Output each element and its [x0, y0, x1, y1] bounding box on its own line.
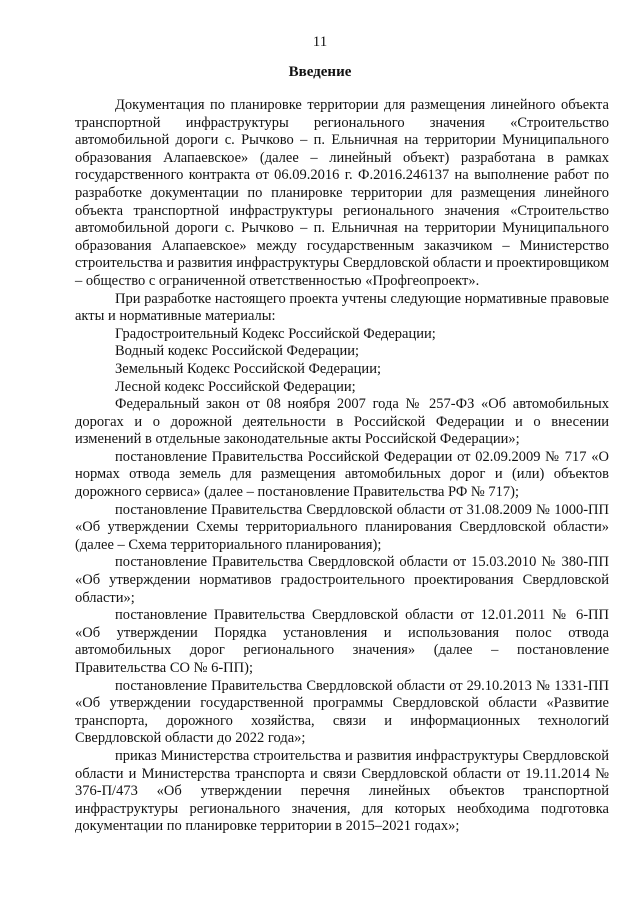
list-item: постановление Правительства Российской Федерации от 02.09.2009 № 717 «О нормах отвода земель для размещения автомобильных дорог и (или) объектов дорожного сервиса» (далее – постановление Правительства РФ № 717);	[75, 448, 609, 501]
list-item: постановление Правительства Свердловской области от 31.08.2009 № 1000-ПП «Об утверждении Схемы территориального планирования Свердловской области» (далее – Схема территориального планирования);	[75, 501, 609, 553]
list-item: постановление Правительства Свердловской области от 15.03.2010 № 380-ПП «Об утверждении нормативов градостроительного проектирования Свердловской области»;	[75, 554, 609, 606]
list-item: Градостроительный Кодекс Российской Федерации;	[115, 325, 436, 342]
section-title: Введение	[288, 64, 352, 80]
list-item: Земельный Кодекс Российской Федерации;	[115, 360, 381, 377]
paragraph: Документация по планировке территории для размещения линейного объекта транспортной инфраструктуры регионального значения «Строительство автомобильной дороги с. Рычково – п. Ельничная на территории Муниципального образования Алапаевское» (далее – линейный объект) разработана в рамках государственного контракта от 06.09.2016 г. Ф.2016.246137 на выполнение работ по разработке документации по планировке территории для размещения линейного объекта транспортной инфраструктуры регионального значения «Строительство автомобильной дороги с. Рычково – п. Ельничная на территории Муниципального образования Алапаевское» между государственным заказчиком – Министерство строительства и развития инфраструктуры Свердловской области и проектировщиком – общество с ограниченной ответственностью «Профгеопроект».	[75, 97, 609, 289]
page-number: 11	[312, 34, 328, 50]
paragraph: При разработке настоящего проекта учтены следующие нормативные правовые акты и нормативные материалы:	[75, 290, 609, 325]
list-item: приказ Министерства строительства и развития инфраструктуры Свердловской области и Министерства транспорта и связи Свердловской области от 19.11.2014 № 376-П/473 «Об утверждении перечня линейных объектов транспортной инфраструктуры регионального значения, для которых необходима подготовка документации по планировке территории в 2015–2021 годах»;	[75, 747, 609, 835]
list-item: Федеральный закон от 08 ноября 2007 года № 257-ФЗ «Об автомобильных дорогах и о дорожной деятельности в Российской Федерации и о внесении изменений в отдельные законодательные акты Российской Федерации»;	[75, 396, 609, 448]
list-item: Лесной кодекс Российской Федерации;	[115, 378, 356, 395]
list-item: постановление Правительства Свердловской области от 29.10.2013 № 1331-ПП «Об утверждении государственной программы Свердловской области «Развитие транспорта, дорожного хозяйства, связи и информационных технологий Свердловской области до 2022 года»;	[75, 677, 609, 747]
body-text	[75, 97, 609, 836]
list-item: Водный кодекс Российской Федерации;	[115, 343, 360, 360]
list-item: постановление Правительства Свердловской области от 12.01.2011 № 6-ПП «Об утверждении Порядка установления и использования полос отвода автомобильных дорог регионального значения» (далее – постановление Правительства СО № 6-ПП);	[75, 607, 609, 676]
